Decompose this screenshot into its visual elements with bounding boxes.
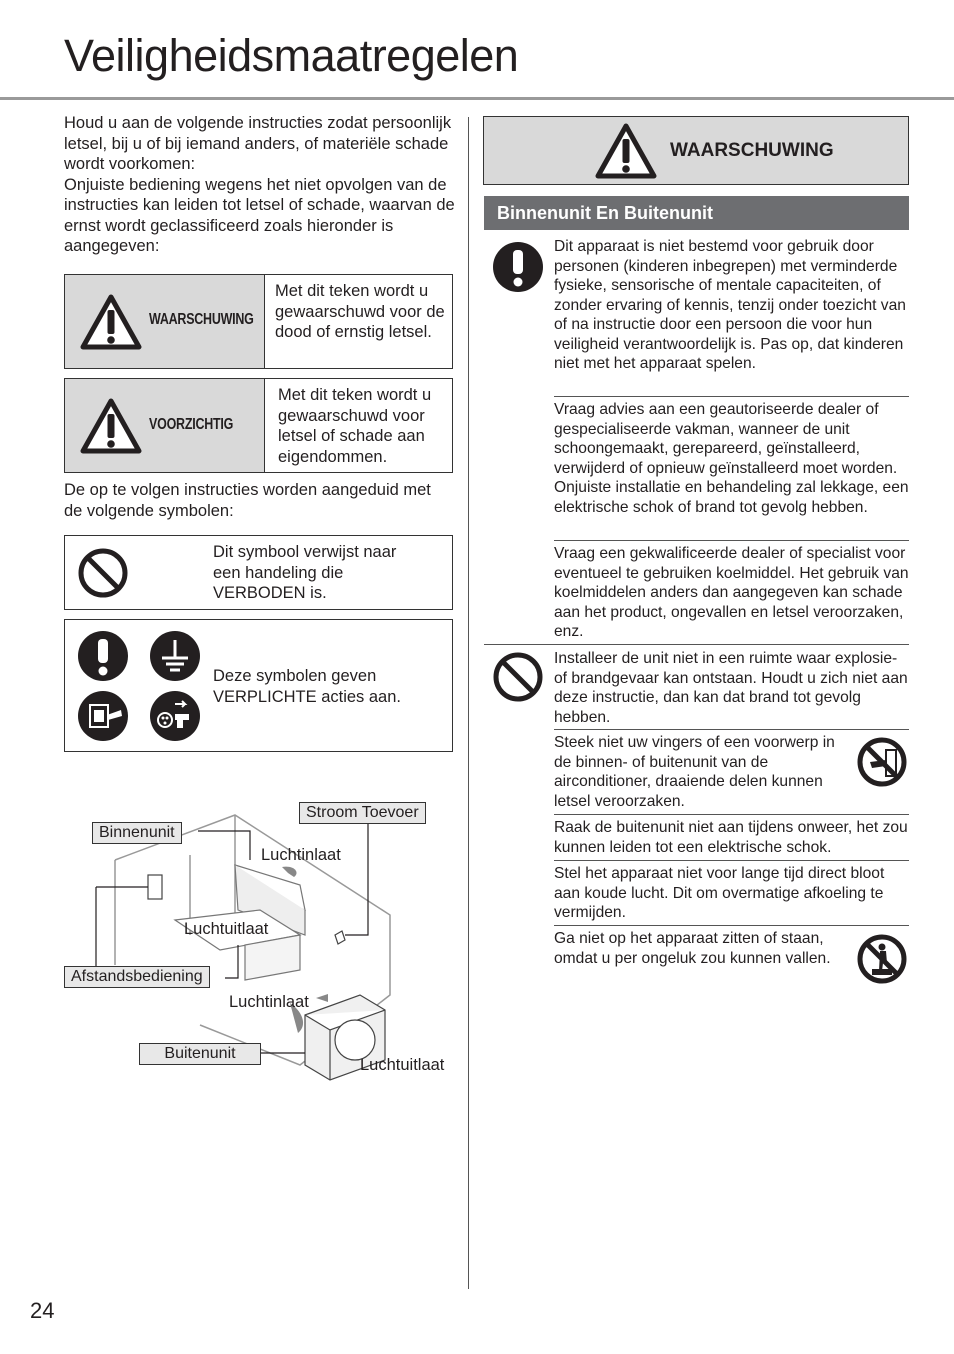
warning-paragraph: Raak de buitenunit niet aan tijdens onweer, het zou kunnen leiden tot een elektrische schok. (554, 819, 908, 856)
item-separator (554, 729, 909, 730)
symbols-intro: De op te volgen instructies worden aangeduid met de volgende symbolen: (64, 481, 431, 520)
prohibited-icon (492, 651, 544, 703)
caution-description: Met dit teken wordt u gewaarschuwd voor letsel of schade aan eigendommen. (278, 386, 432, 466)
page-number: 24 (30, 1298, 55, 1323)
warning-triangle-icon (594, 122, 658, 180)
item-separator (554, 540, 909, 541)
label-air-outlet: Luchtuitlaat (184, 920, 269, 938)
column-divider (468, 117, 469, 1289)
title-divider (0, 97, 954, 100)
mandatory-description: Deze symbolen geven VERPLICHTE acties aan. (213, 667, 401, 706)
prohibited-symbol-box (64, 535, 453, 610)
group-separator (484, 644, 909, 645)
warning-paragraph: Steek niet uw vingers of een voorwerp in de binnen- of buitenunit van de airconditioner, draaiende delen kunnen letsel veroorzaken. (554, 734, 835, 810)
item-separator (554, 925, 909, 926)
warning-paragraph: Ga niet op het apparaat zitten of staan, omdat u per ongeluk zou kunnen vallen. (554, 930, 831, 967)
caution-triangle-icon (79, 397, 143, 455)
mandatory-symbols-box (64, 619, 453, 752)
item-separator (554, 814, 909, 815)
warning-paragraph: Vraag een gekwalificeerde dealer of specialist voor eventueel te gebruiken koelmiddel. Het gebruik van koelmiddelen anders dan aangegeven kan schade aan het product, ongevallen en letsel veroorzaken, enz. (554, 545, 909, 640)
intro-paragraph: Houd u aan de volgende instructies zodat persoonlijk letsel, bij u of bij iemand anders, of materiële schade wordt voorkomen: (64, 114, 452, 173)
warning-header-label: WAARSCHUWING (670, 140, 834, 161)
prohibited-description: Dit symbool verwijst naar een handeling die VERBODEN is. (213, 543, 397, 602)
disconnect-plug-icon (149, 690, 201, 742)
no-fingers-icon (856, 736, 908, 788)
label-remote-control: Afstandsbediening (64, 966, 210, 988)
intro-text (64, 113, 459, 257)
label-outdoor-unit: Buitenunit (139, 1043, 261, 1065)
section-title: Binnenunit En Buitenunit (497, 203, 713, 223)
label-power-supply: Stroom Toevoer (299, 802, 426, 824)
warning-paragraph: Dit apparaat is niet bestemd voor gebruik door personen (kinderen inbegrepen) met verminderde fysieke, sensorische of mentale capaciteiten, of zonder ervaring of kennis, tenzij onder toezicht van of na instructie door een persoon die voor hun veiligheid verantwoordelijk is. Pas op, dat kinderen niet met het apparaat spelen. (554, 238, 906, 372)
warning-description: Met dit teken wordt u gewaarschuwd voor de dood of ernstig letsel. (275, 282, 445, 341)
intro-paragraph: Onjuiste bediening wegens het niet opvolgen van de instructies kan leiden tot letsel of schade, waarvan de ernst wordt geclassificeerd zoals hieronder is aangegeven: (64, 175, 455, 255)
label-air-inlet: Luchtinlaat (261, 846, 341, 864)
exclamation-icon (492, 241, 544, 293)
item-separator (554, 860, 909, 861)
warning-paragraph: Installeer de unit niet in een ruimte waar explosie- of brandgevaar kan ontstaan. Houdt u zich niet aan deze instructie, dan kan dat brand tot gevolg hebben. (554, 650, 908, 726)
label-air-outlet: Luchtuitlaat (360, 1056, 445, 1074)
no-standing-icon (856, 933, 908, 985)
caution-label: VOORZICHTIG (149, 416, 234, 433)
warning-label: WAARSCHUWING (149, 311, 254, 328)
unplug-icon (77, 690, 129, 742)
caution-level-box (64, 378, 453, 473)
page-title: Veiligheidsmaatregelen (64, 30, 519, 81)
prohibited-icon (77, 547, 129, 599)
label-indoor-unit: Binnenunit (92, 822, 182, 844)
exclamation-icon (77, 630, 129, 682)
item-separator (554, 396, 909, 397)
warning-paragraph: Vraag advies aan een geautoriseerde dealer of gespecialiseerde vakman, wanneer de unit schoongemaakt, gerepareerd, geïnstalleerd, verwijderd of opnieuw geïnstalleerd moet worden. Onjuiste installatie en behandeling zal lekkage, een elektrische schok of brand tot gevolg hebben. (554, 401, 909, 516)
label-air-inlet: Luchtinlaat (229, 993, 309, 1011)
warning-triangle-icon (79, 293, 143, 351)
warning-level-box (64, 274, 453, 369)
warning-paragraph: Stel het apparaat niet voor lange tijd direct bloot aan koude lucht. Dit om overmatige afkoeling te vermijden. (554, 865, 885, 921)
ground-icon (149, 630, 201, 682)
